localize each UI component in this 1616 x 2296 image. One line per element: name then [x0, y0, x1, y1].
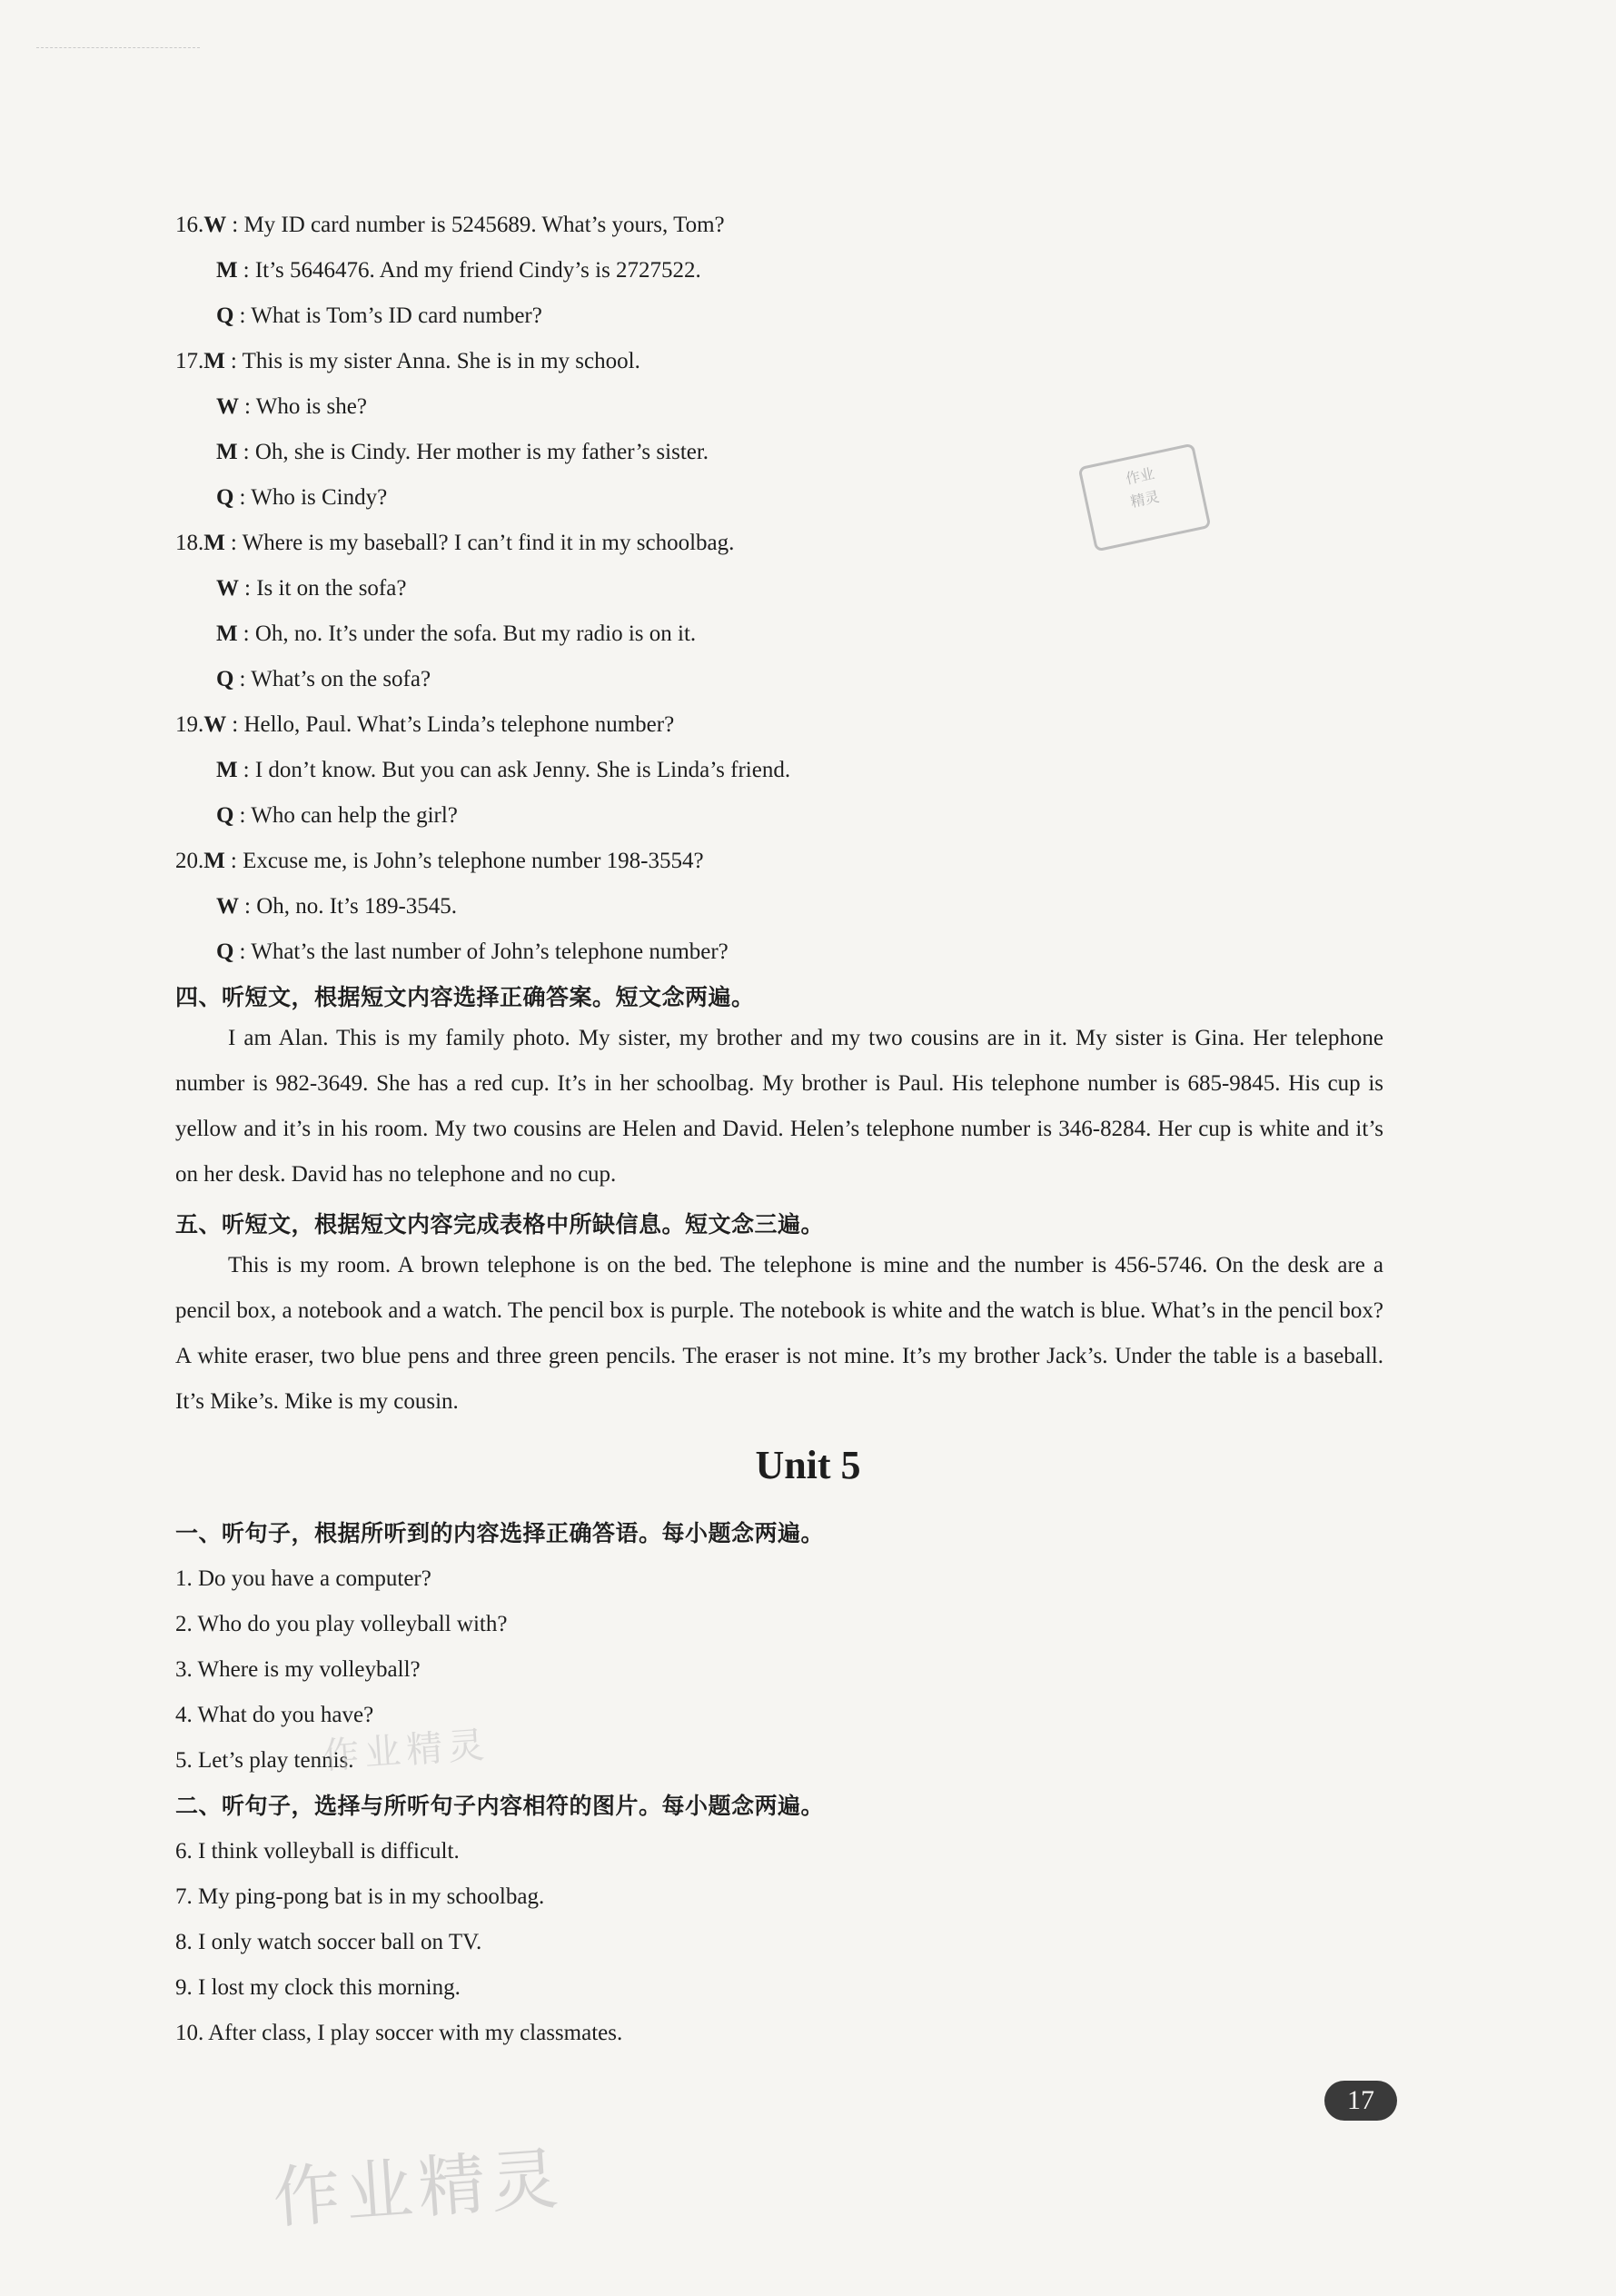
speaker-label: W — [216, 576, 239, 601]
watermark: 作业精灵 — [270, 2139, 567, 2239]
list-item: 4. What do you have? — [175, 1703, 374, 1727]
section-heading: 五、听短文，根据短文内容完成表格中所缺信息。短文念三遍。 — [175, 1211, 825, 1237]
dialogue-line: 17.M : This is my sister Anna. She is in my school. — [175, 349, 640, 373]
dialogue-line: Q : Who is Cindy? — [216, 485, 388, 510]
list-item: 1. Do you have a computer? — [175, 1566, 431, 1591]
section-heading: 一、听句子，根据所听到的内容选择正确答语。每小题念两遍。 — [175, 1520, 825, 1546]
section-heading: 二、听句子，选择与所听句子内容相符的图片。每小题念两遍。 — [175, 1793, 825, 1819]
list-item: 8. I only watch soccer ball on TV. — [175, 1930, 482, 1954]
list-item: 6. I think volleyball is difficult. — [175, 1839, 460, 1864]
dialogue-line: W : Is it on the sofa? — [216, 576, 407, 601]
dialogue-text: What is Tom’s ID card number? — [251, 303, 542, 328]
dialogue-line: M : Oh, she is Cindy. Her mother is my father’s sister. — [216, 440, 709, 464]
list-item: 10. After class, I play soccer with my classmates. — [175, 2021, 623, 2045]
dialogue-text: Where is my baseball? I can’t find it in my schoolbag. — [242, 531, 735, 555]
speaker-label: M — [216, 758, 238, 782]
dialogue-line: Q : What’s on the sofa? — [216, 667, 431, 691]
dialogue-text: Who is she? — [255, 394, 367, 419]
page-number: 17 — [1324, 2081, 1397, 2121]
section-heading: 四、听短文，根据短文内容选择正确答案。短文念两遍。 — [175, 984, 755, 1010]
list-item: 5. Let’s play tennis. — [175, 1748, 354, 1773]
dialogue-text: What’s on the sofa? — [251, 667, 431, 691]
speaker-label: M — [216, 621, 238, 646]
question-number: 17. — [175, 349, 204, 373]
list-item: 9. I lost my clock this morning. — [175, 1975, 461, 2000]
dialogue-line: 18.M : Where is my baseball? I can’t find it in my schoolbag. — [175, 531, 735, 555]
dialogue-text: Hello, Paul. What’s Linda’s telephone number? — [243, 712, 675, 737]
question-number: 18. — [175, 531, 204, 555]
passage-text: This is my room. A brown telephone is on the bed. The telephone is mine and the number is 456-5746. On the desk are a pencil box, a notebook and a watch. The pencil box is purple. The notebook is white and the watch is blue. What’s in the pencil box? A white eraser, two blue pens and three green pencils. The eraser is not mine. It’s my brother Jack’s. Under the table is a baseball. It’s Mike’s. Mike is my cousin. — [175, 1253, 1383, 1414]
question-number: 20. — [175, 849, 204, 873]
stamp-logo — [1078, 443, 1212, 552]
dialogue-line: M : Oh, no. It’s under the sofa. But my radio is on it. — [216, 621, 697, 646]
stamp-text: 精灵 — [1128, 487, 1162, 512]
speaker-label: M — [216, 440, 238, 464]
speaker-label: Q — [216, 803, 234, 828]
speaker-label: Q — [216, 939, 234, 964]
question-number: 19. — [175, 712, 204, 737]
dialogue-line: 16.W : My ID card number is 5245689. What’s yours, Tom? — [175, 213, 725, 237]
dialogue-text: I don’t know. But you can ask Jenny. She is Linda’s friend. — [254, 758, 791, 782]
dialogue-line: M : It’s 5646476. And my friend Cindy’s is 2727522. — [216, 258, 701, 283]
dialogue-text: It’s 5646476. And my friend Cindy’s is 2727522. — [254, 258, 701, 283]
speaker-label: M — [203, 849, 225, 873]
speaker-label: Q — [216, 303, 234, 328]
list-item: 3. Where is my volleyball? — [175, 1657, 421, 1682]
dialogue-line: W : Oh, no. It’s 189-3545. — [216, 894, 458, 919]
dialogue-text: My ID card number is 5245689. What’s yours, Tom? — [243, 213, 725, 237]
dialogue-line: M : I don’t know. But you can ask Jenny. She is Linda’s friend. — [216, 758, 791, 782]
speaker-label: W — [203, 213, 227, 237]
stamp-text: 作业 — [1124, 464, 1156, 488]
question-number: 16. — [175, 213, 204, 237]
list-item: 7. My ping-pong bat is in my schoolbag. — [175, 1884, 545, 1909]
dialogue-text: Oh, she is Cindy. Her mother is my father’s sister. — [254, 440, 709, 464]
speaker-label: Q — [216, 485, 234, 510]
speaker-label: M — [203, 531, 225, 555]
passage-text: I am Alan. This is my family photo. My sister, my brother and my two cousins are in it. My sister is Gina. Her telephone number is 982-3649. She has a red cup. It’s in her schoolbag. My brother is Paul. His telephone number is 685-9845. His cup is yellow and it’s in his room. My two cousins are Helen and David. Helen’s telephone number is 346-8284. Her cup is white and it’s on her desk. David has no telephone and no cup. — [175, 1026, 1383, 1187]
speaker-label: M — [216, 258, 238, 283]
speaker-label: W — [216, 394, 239, 419]
dialogue-text: Who is Cindy? — [251, 485, 388, 510]
dialogue-text: This is my sister Anna. She is in my school. — [242, 349, 640, 373]
dialogue-text: Who can help the girl? — [251, 803, 458, 828]
dialogue-text: What’s the last number of John’s telephone number? — [251, 939, 729, 964]
unit-title: Unit 5 — [755, 1443, 861, 1487]
dialogue-line: Q : What’s the last number of John’s telephone number? — [216, 939, 729, 964]
list-item: 2. Who do you play volleyball with? — [175, 1612, 508, 1636]
dialogue-line: 19.W : Hello, Paul. What’s Linda’s telephone number? — [175, 712, 675, 737]
speaker-label: Q — [216, 667, 234, 691]
dialogue-line: Q : Who can help the girl? — [216, 803, 458, 828]
watermark: 作业精灵 — [321, 1724, 491, 1778]
dialogue-text: Excuse me, is John’s telephone number 198-3554? — [243, 849, 704, 873]
speaker-label: M — [203, 349, 225, 373]
dialogue-line: W : Who is she? — [216, 394, 367, 419]
dialogue-line: 20.M : Excuse me, is John’s telephone number 198-3554? — [175, 849, 704, 873]
speaker-label: W — [216, 894, 239, 919]
dialogue-text: Oh, no. It’s 189-3545. — [256, 894, 458, 919]
top-rule — [36, 47, 200, 49]
dialogue-text: Is it on the sofa? — [256, 576, 407, 601]
dialogue-line: Q : What is Tom’s ID card number? — [216, 303, 542, 328]
speaker-label: W — [203, 712, 227, 737]
dialogue-text: Oh, no. It’s under the sofa. But my radio is on it. — [254, 621, 697, 646]
